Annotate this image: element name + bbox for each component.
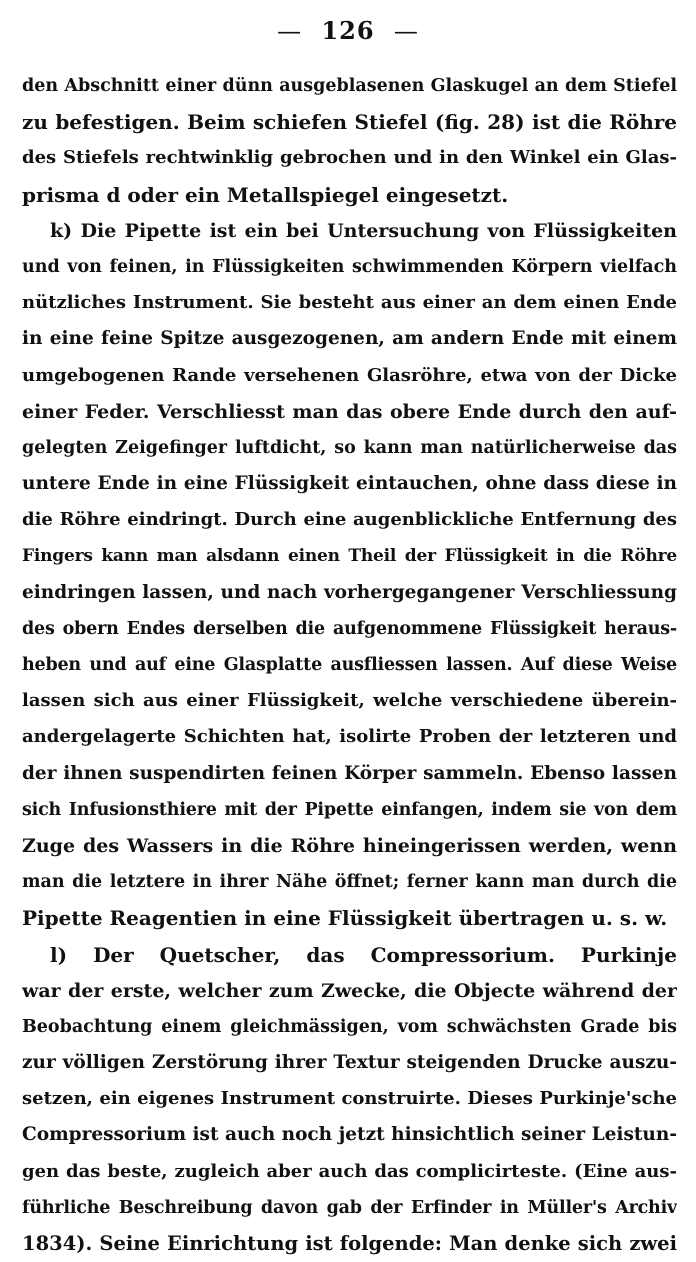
- page-header: [0, 16, 696, 45]
- text-line-16: des obern Endes derselben die aufgenommene Flüssigkeit heraus-: [22, 618, 677, 639]
- text-line-31: gen das beste, zugleich aber auch das complicirteste. (Eine aus-: [22, 1160, 677, 1182]
- text-line-5: k) Die Pipette ist ein bei Untersuchung von Flüssigkeiten: [50, 219, 677, 242]
- text-line-17: heben und auf eine Glasplatte ausfliessen lassen. Auf diese Weise: [22, 655, 677, 675]
- text-line-32: führliche Beschreibung davon gab der Erfinder in Müller's Archiv: [22, 1197, 677, 1218]
- header-dash-right: —: [393, 17, 419, 45]
- text-line-24: Pipette Reagentien in eine Flüssigkeit übertragen u. s. w.: [22, 906, 668, 931]
- text-line-28: zur völligen Zerstörung ihrer Textur steigenden Drucke auszu-: [22, 1052, 677, 1074]
- text-line-23: man die letztere in ihrer Nähe öffnet; ferner kann man durch die: [22, 872, 677, 893]
- text-line-8: in eine feine Spitze ausgezogenen, am andern Ende mit einem: [22, 328, 677, 350]
- text-line-7: nützliches Instrument. Sie besteht aus einer an dem einen Ende: [22, 292, 677, 314]
- text-line-27: Beobachtung einem gleichmässigen, vom schwächsten Grade bis: [22, 1016, 677, 1037]
- text-line-3: des Stiefels rechtwinklig gebrochen und in den Winkel ein Glas-: [22, 147, 677, 169]
- text-line-29: setzen, ein eigenes Instrument construirte. Dieses Purkinje'sche: [22, 1088, 677, 1110]
- text-line-4: prisma d oder ein Metallspiegel eingesetzt.: [22, 182, 509, 207]
- text-line-25: l) Der Quetscher, das Compressorium. Purkinje: [50, 942, 677, 967]
- text-line-14: Fingers kann man alsdann einen Theil der Flüssigkeit in die Röhre: [22, 546, 677, 567]
- text-line-22: Zuge des Wassers in die Röhre hineingerissen werden, wenn: [22, 834, 677, 857]
- text-line-30: Compressorium ist auch noch jetzt hinsichtlich seiner Leistun-: [22, 1124, 677, 1146]
- text-line-20: der ihnen suspendirten feinen Körper sammeln. Ebenso lassen: [22, 762, 677, 784]
- text-line-2: zu befestigen. Beim schiefen Stiefel (fig. 28) ist die Röhre: [22, 110, 677, 135]
- text-line-33: 1834). Seine Einrichtung ist folgende: Man denke sich zwei: [22, 1232, 677, 1255]
- text-line-1: den Abschnitt einer dünn ausgeblasenen Glaskugel an dem Stiefel: [22, 76, 677, 96]
- text-line-11: gelegten Zeigefinger luftdicht, so kann man natürlicherweise das: [22, 437, 677, 458]
- text-line-13: die Röhre eindringt. Durch eine augenblickliche Entfernung des: [22, 509, 677, 531]
- text-line-10: einer Feder. Verschliesst man das obere Ende durch den auf-: [22, 400, 677, 423]
- text-line-6: und von feinen, in Flüssigkeiten schwimmenden Körpern vielfach: [22, 256, 677, 277]
- body-text: [22, 68, 677, 1262]
- text-line-18: lassen sich aus einer Flüssigkeit, welche verschiedene überein-: [22, 690, 677, 712]
- text-line-9: umgebogenen Rande versehenen Glasröhre, etwa von der Dicke: [22, 364, 677, 386]
- text-line-15: eindringen lassen, und nach vorhergegangener Verschliessung: [22, 581, 677, 603]
- text-line-26: war der erste, welcher zum Zwecke, die Objecte während der: [22, 979, 677, 1002]
- header-dash-left: —: [277, 17, 303, 45]
- page-number: 126: [321, 16, 375, 45]
- text-line-12: untere Ende in eine Flüssigkeit eintauchen, ohne dass diese in: [22, 473, 677, 495]
- text-line-19: andergelagerte Schichten hat, isolirte Proben der letzteren und: [22, 726, 677, 748]
- text-line-21: sich Infusionsthiere mit der Pipette einfangen, indem sie von dem: [22, 799, 677, 820]
